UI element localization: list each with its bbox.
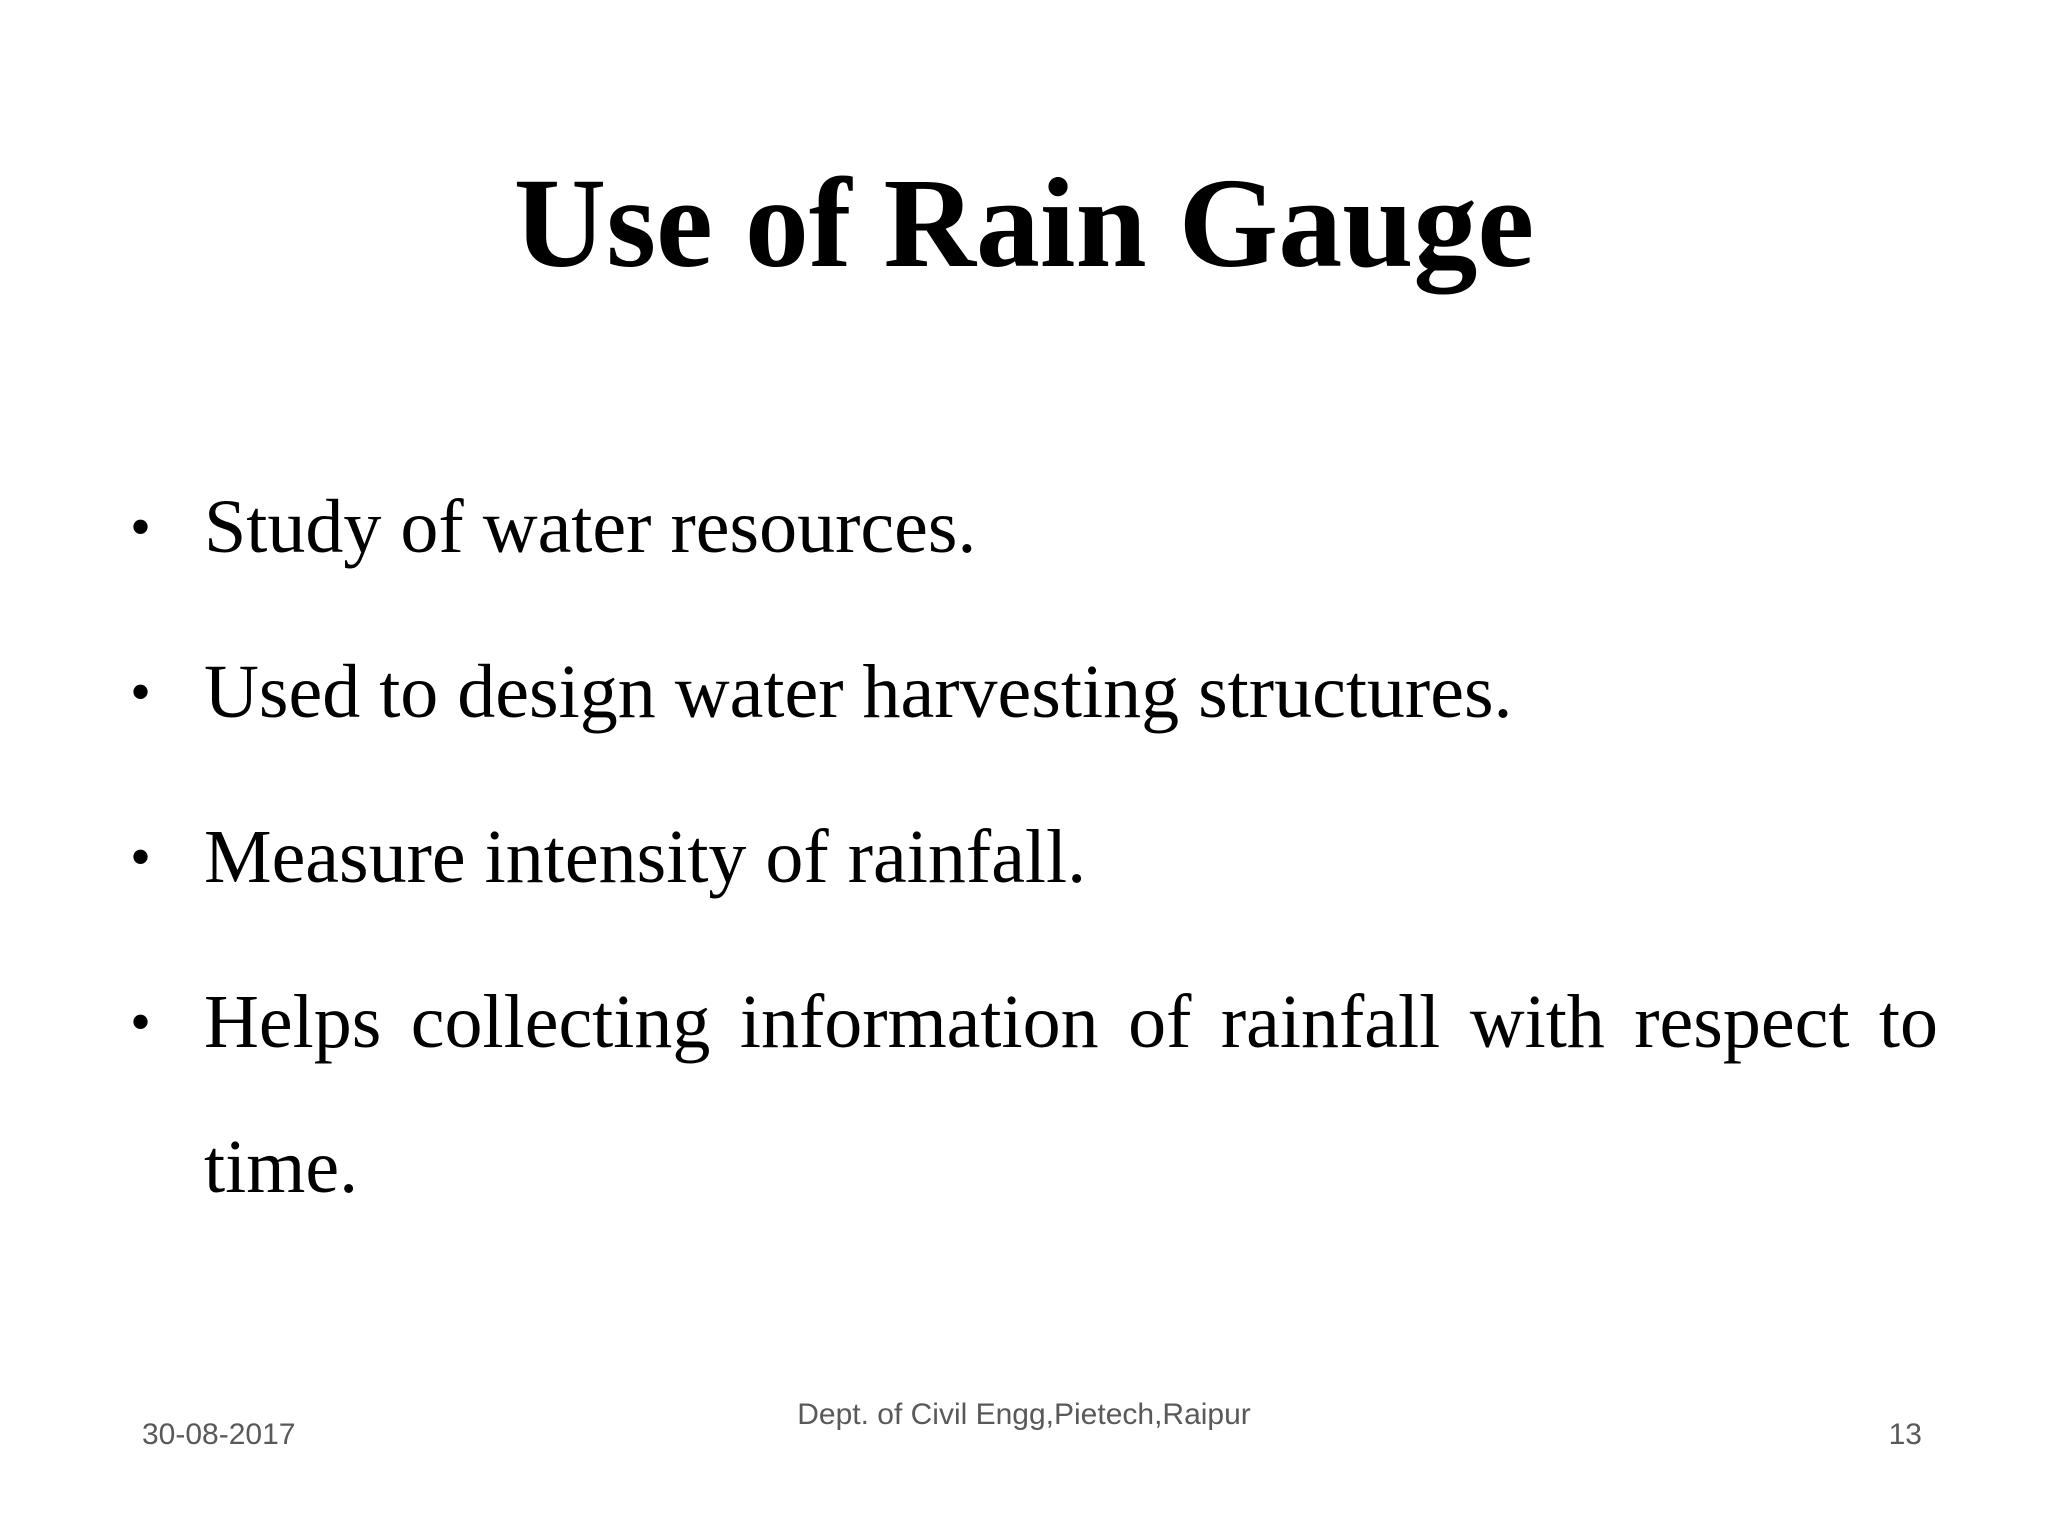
bullet-text: Study of water resources. [204, 485, 977, 569]
bullet-text: Used to design water harvesting structures. [204, 650, 1513, 734]
bullet-item-4 [130, 950, 1938, 1240]
bullet-list [130, 455, 1938, 1260]
bullet-text: Measure intensity of rainfall. [204, 815, 1087, 899]
bullet-text: Helps collecting information of rainfall with respect to time. [204, 980, 1938, 1209]
bullet-dot-icon: • [130, 659, 152, 725]
slide-title: Use of Rain Gauge [513, 152, 1535, 294]
footer-page-number: 13 [1888, 1418, 1922, 1451]
bullet-item-1 [130, 455, 1938, 600]
bullet-dot-icon: • [130, 824, 152, 890]
bullet-item-2 [130, 620, 1938, 765]
footer-date: 30-08-2017 [142, 1418, 296, 1451]
footer-department: Dept. of Civil Engg,Pietech,Raipur [797, 1398, 1251, 1431]
bullet-item-3 [130, 785, 1938, 930]
bullet-dot-icon: • [130, 494, 152, 560]
bullet-dot-icon: • [130, 989, 152, 1055]
